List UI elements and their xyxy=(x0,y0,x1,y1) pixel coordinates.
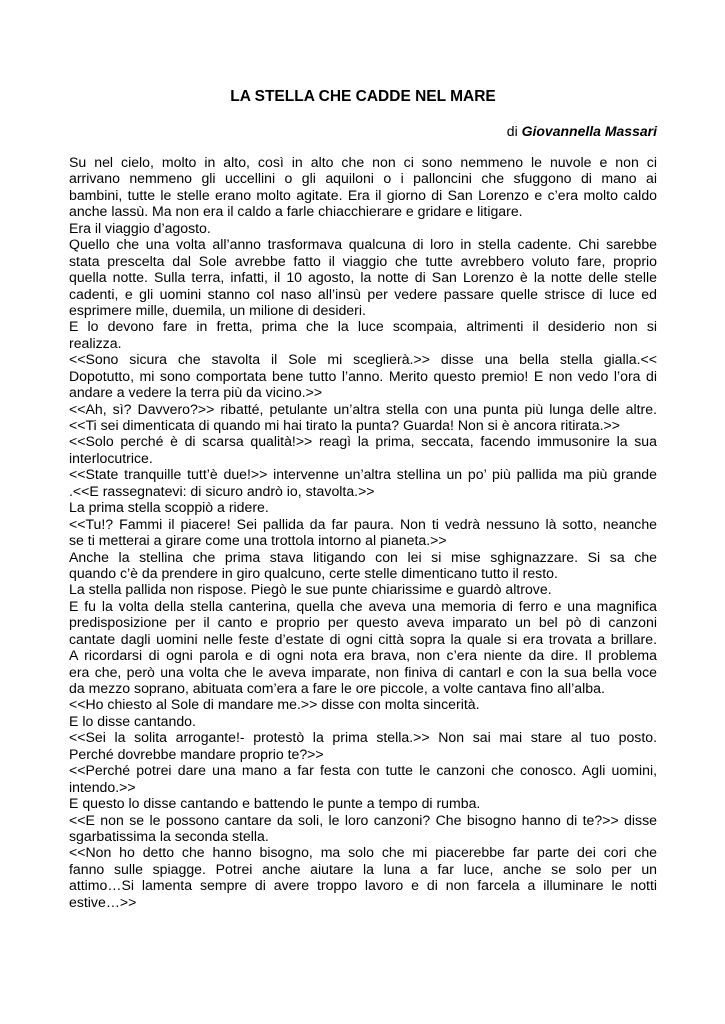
text-line: <<Perché potrei dare una mano a far festa con tutte le canzoni che conosco. Agli uomini, xyxy=(69,762,657,779)
text-line: <<Tu!? Fammi il piacere! Sei pallida da far paura. Non ti vedrà nessuno là sotto, neanche xyxy=(69,515,657,532)
text-line: <<Non ho detto che hanno bisogno, ma solo che mi piacerebbe far parte dei cori che xyxy=(69,844,657,861)
text-line: <<State tranquille tutt’è due!>> intervenne un’altra stellina un po’ più pallida ma più grande xyxy=(69,466,657,483)
text-line: Perché dovrebbe mandare proprio te?>> xyxy=(69,745,324,762)
text-line: se ti metterai a girare come una trottola intorno al pianeta.>> xyxy=(69,532,447,549)
story-body xyxy=(69,154,657,910)
text-line: La prima stella scoppiò a ridere. xyxy=(69,499,269,516)
text-line: fanno sulle spiagge. Potrei anche aiutare la luna a far luce, anche se solo per un xyxy=(69,860,657,877)
text-line: quella notte. Sulla terra, infatti, il 10 agosto, la notte di San Lorenzo è la notte delle stelle xyxy=(69,269,657,286)
text-line: intendo.>> xyxy=(69,778,136,795)
text-line: <<Sei la solita arrogante!- protestò la prima stella.>> Non sai mai stare al tuo posto. xyxy=(69,729,657,746)
text-line: bambini, tutte le stelle erano molto agitate. Era il giorno di San Lorenzo e c’era molto caldo xyxy=(69,186,657,203)
text-line: interlocutrice. xyxy=(69,449,153,466)
text-line: Era il viaggio d’agosto. xyxy=(69,219,211,236)
text-line: A ricordarsi di ogni parola e di ogni nota era brava, non c’era niente da dire. Il problema xyxy=(69,647,657,664)
text-line: <<Ti sei dimenticata di quando mi hai tirato la punta? Guarda! Non si è ancora ritirata.>> xyxy=(69,417,621,433)
text-line: stata prescelta dal Sole avrebbe fatto il viaggio che tutte avrebbero voluto fare, proprio xyxy=(69,252,657,269)
text-line: cantate dagli uomini nelle feste d’estate di ogni città sopra la quale si era trovata a brillare. xyxy=(69,630,657,647)
text-line: Dopotutto, mi sono comportata bene tutto l’anno. Merito questo premio! E non vedo l’ora di xyxy=(69,367,657,384)
text-line: estive…>> xyxy=(69,893,137,910)
text-line: <<Ho chiesto al Sole di mandare me.>> disse con molta sincerità. xyxy=(69,696,480,713)
text-line: Quello che una volta all’anno trasformava qualcuna di loro in stella cadente. Chi sarebbe xyxy=(69,236,657,253)
text-line: <<Ah, sì? Davvero?>> ribatté, petulante un’altra stella con una punta più lunga delle altre. xyxy=(69,400,657,417)
text-line: esprimere mille, duemila, un milione di desideri. xyxy=(69,301,366,318)
text-line: E fu la volta della stella canterina, quella che aveva una memoria di ferro e una magnifica xyxy=(69,597,657,614)
author-byline xyxy=(69,123,657,139)
text-line: E questo lo disse cantando e battendo le punte a tempo di rumba. xyxy=(69,795,481,812)
text-line: andare a vedere la terra più da vicino.>> xyxy=(69,384,323,401)
text-line: E lo devono fare in fretta, prima che la luce scompaia, altrimenti il desiderio non si xyxy=(69,318,657,335)
author-name: Giovannella Massari xyxy=(521,123,657,139)
text-line: anche lassù. Ma non era il caldo a farle chiacchierare e gridare e litigare. xyxy=(69,203,523,220)
text-line: realizza. xyxy=(69,334,122,351)
text-line: quando c’è da prendere in giro qualcuno, certe stelle dimenticano tutto il resto. xyxy=(69,564,558,581)
text-line: arrivano nemmeno gli uccellini o gli aquiloni o i palloncini che sfuggono di mano ai xyxy=(69,170,657,187)
author-prefix: di xyxy=(506,123,522,139)
text-line: cadenti, e gli uomini stanno col naso all’insù per vedere passare quelle strisce di luce ed xyxy=(69,285,657,302)
text-line: Su nel cielo, molto in alto, così in alto che non ci sono nemmeno le nuvole e non ci xyxy=(69,154,657,170)
text-line: <<E non se le possono cantare da soli, le loro canzoni? Che bisogno hanno di te?>> disse xyxy=(69,811,657,828)
text-line: .<<E rassegnatevi: di sicuro andrò io, stavolta.>> xyxy=(69,482,375,499)
text-line: <<Sono sicura che stavolta il Sole mi sceglierà.>> disse una bella stella gialla.<< xyxy=(69,351,657,368)
text-line: da mezzo soprano, abituata com’era a fare le ore piccole, a volte cantava fino all’alba. xyxy=(69,680,605,696)
text-line: era che, però una volta che le aveva imparate, non finiva di cantarl e con la sua bella voce xyxy=(69,663,657,680)
document-title: LA STELLA CHE CADDE NEL MARE xyxy=(230,88,496,105)
text-line: La stella pallida non rispose. Piegò le sue punte chiarissime e guardò altrove. xyxy=(69,581,552,598)
text-line: E lo disse cantando. xyxy=(69,712,196,729)
text-line: <<Solo perché è di scarsa qualità!>> reagì la prima, seccata, facendo immusonire la sua xyxy=(69,433,657,450)
text-line: sgarbatissima la seconda stella. xyxy=(69,827,269,844)
text-line: attimo…Si lamenta sempre di avere troppo lavoro e di non farcela a illuminare le notti xyxy=(69,877,657,894)
text-line: predisposizione per il canto e proprio per questo aveva imparato un bel pò di canzoni xyxy=(69,614,657,631)
text-line: Anche la stellina che prima stava litigando con lei si mise sghignazzare. Si sa che xyxy=(69,548,657,565)
